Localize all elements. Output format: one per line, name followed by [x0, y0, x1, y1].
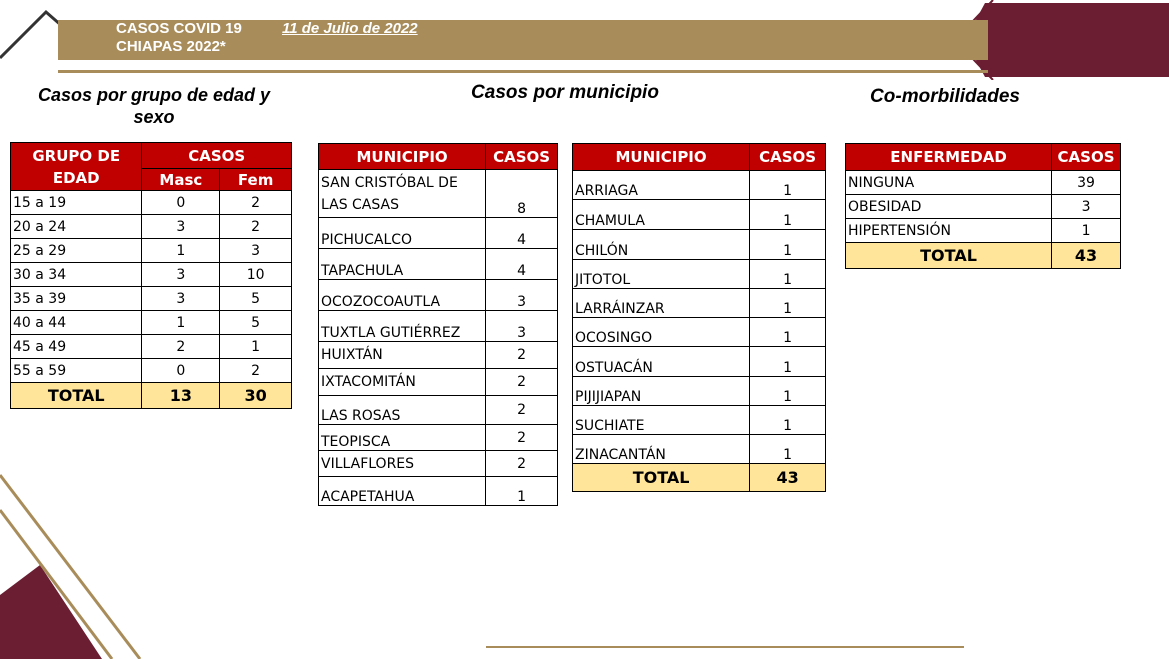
- masc-cell: 1: [142, 311, 220, 335]
- age-group-header: GRUPO DE EDAD: [11, 143, 142, 191]
- table-row: [319, 170, 558, 218]
- age-group-cell: 25 a 29: [11, 239, 142, 263]
- table-row: [11, 215, 292, 239]
- header-underline: [58, 70, 988, 73]
- cases-cell: 1: [750, 200, 826, 230]
- table-row: [11, 239, 292, 263]
- casos-header: CASOS: [750, 144, 826, 171]
- table-row: [11, 191, 292, 215]
- cases-cell: 2: [486, 342, 558, 369]
- age-group-cell: 55 a 59: [11, 359, 142, 383]
- footer-divider: [486, 646, 964, 648]
- masc-header: Masc: [142, 169, 220, 191]
- table-row: [573, 260, 826, 289]
- fem-cell: 1: [220, 335, 292, 359]
- masc-cell: 3: [142, 287, 220, 311]
- municipality-cell: OCOSINGO: [573, 318, 750, 347]
- table-row: [573, 230, 826, 260]
- fem-cell: 2: [220, 359, 292, 383]
- cases-cell: 4: [486, 218, 558, 249]
- age-section-title: Casos por grupo de edad y sexo: [37, 85, 271, 127]
- cases-header: CASOS: [1052, 144, 1121, 171]
- municipality-cell: ARRIAGA: [573, 171, 750, 200]
- table-row: [573, 200, 826, 230]
- table-row: [573, 377, 826, 406]
- municipio-header: MUNICIPIO: [573, 144, 750, 171]
- cases-cell: 3: [486, 280, 558, 311]
- cases-cell: 1: [750, 347, 826, 377]
- comorbidity-table: [845, 143, 1121, 269]
- age-group-cell: 20 a 24: [11, 215, 142, 239]
- total-fem: 30: [220, 383, 292, 409]
- municipality-cell: TUXTLA GUTIÉRREZ: [319, 311, 486, 342]
- fem-cell: 5: [220, 287, 292, 311]
- table-row: [573, 289, 826, 318]
- cases-cell: 1: [750, 435, 826, 464]
- table-row: [319, 342, 558, 369]
- cases-cell: 1: [750, 230, 826, 260]
- table-row: [319, 280, 558, 311]
- cases-cell: 4: [486, 249, 558, 280]
- cases-cell: 1: [750, 406, 826, 435]
- title-line-1: CASOS COVID 19: [116, 20, 242, 37]
- title-line-2: CHIAPAS 2022*: [116, 38, 226, 55]
- total-cases: 43: [750, 464, 826, 492]
- cases-cell: 1: [750, 289, 826, 318]
- fem-header: Fem: [220, 169, 292, 191]
- table-row: [319, 425, 558, 451]
- table-row: [573, 435, 826, 464]
- cases-cell: 1: [486, 477, 558, 506]
- disease-header: ENFERMEDAD: [846, 144, 1052, 171]
- cases-cell: 3: [486, 311, 558, 342]
- table-row: [846, 171, 1121, 195]
- disease-cell: HIPERTENSIÓN: [846, 219, 1052, 243]
- municipality-cell: TAPACHULA: [319, 249, 486, 280]
- municipality-cell: JITOTOL: [573, 260, 750, 289]
- municipality-cell: VILLAFLORES: [319, 451, 486, 477]
- cases-cell: 1: [750, 318, 826, 347]
- age-group-cell: 35 a 39: [11, 287, 142, 311]
- municipality-cell: PIJIJIAPAN: [573, 377, 750, 406]
- age-group-cell: 30 a 34: [11, 263, 142, 287]
- cases-header: CASOS: [142, 143, 292, 169]
- table-row: [846, 219, 1121, 243]
- fem-cell: 10: [220, 263, 292, 287]
- total-masc: 13: [142, 383, 220, 409]
- total-label: TOTAL: [573, 464, 750, 492]
- municipio-header: MUNICIPIO: [319, 144, 486, 170]
- masc-cell: 1: [142, 239, 220, 263]
- table-row: [846, 195, 1121, 219]
- cases-cell: 2: [486, 369, 558, 396]
- cases-cell: 1: [750, 377, 826, 406]
- cases-cell: 1: [1052, 219, 1121, 243]
- table-row: [573, 347, 826, 377]
- municipality-cell: LAS ROSAS: [319, 396, 486, 425]
- municipality-section-title: Casos por municipio: [471, 82, 659, 103]
- municipality-cell: HUIXTÁN: [319, 342, 486, 369]
- age-group-cell: 40 a 44: [11, 311, 142, 335]
- municipality-cell: IXTACOMITÁN: [319, 369, 486, 396]
- municipality-cell: LARRÁINZAR: [573, 289, 750, 318]
- casos-header: CASOS: [486, 144, 558, 170]
- cases-cell: 8: [486, 170, 558, 218]
- fem-cell: 2: [220, 215, 292, 239]
- cases-cell: 1: [750, 171, 826, 200]
- total-cases: 43: [1052, 243, 1121, 269]
- fem-cell: 2: [220, 191, 292, 215]
- table-row: [11, 335, 292, 359]
- disease-cell: NINGUNA: [846, 171, 1052, 195]
- report-date: 11 de Julio de 2022: [282, 20, 418, 37]
- table-row: [319, 311, 558, 342]
- masc-cell: 3: [142, 215, 220, 239]
- municipality-cell: ZINACANTÁN: [573, 435, 750, 464]
- cases-cell: 2: [486, 425, 558, 451]
- total-row: [11, 383, 292, 409]
- table-row: [319, 249, 558, 280]
- fem-cell: 3: [220, 239, 292, 263]
- cases-cell: 1: [750, 260, 826, 289]
- total-label: TOTAL: [11, 383, 142, 409]
- disease-cell: OBESIDAD: [846, 195, 1052, 219]
- cases-cell: 2: [486, 451, 558, 477]
- masc-cell: 2: [142, 335, 220, 359]
- table-row: [11, 263, 292, 287]
- cases-cell: 2: [486, 396, 558, 425]
- municipality-cell: CHAMULA: [573, 200, 750, 230]
- masc-cell: 3: [142, 263, 220, 287]
- table-row: [573, 406, 826, 435]
- age-sex-table: [10, 142, 292, 409]
- age-group-cell: 15 a 19: [11, 191, 142, 215]
- municipality-cell: SUCHIATE: [573, 406, 750, 435]
- comorbidity-section-title: Co-morbilidades: [870, 86, 1020, 107]
- table-row: [573, 171, 826, 200]
- total-label: TOTAL: [846, 243, 1052, 269]
- municipality-cell: TEOPISCA: [319, 425, 486, 451]
- table-row: [11, 359, 292, 383]
- page-title: [116, 20, 242, 56]
- table-row: [319, 218, 558, 249]
- table-row: [319, 396, 558, 425]
- municipality-cell: OSTUACÁN: [573, 347, 750, 377]
- age-group-cell: 45 a 49: [11, 335, 142, 359]
- table-row: [319, 369, 558, 396]
- masc-cell: 0: [142, 359, 220, 383]
- decorative-corner-bottom-left: [0, 470, 150, 659]
- municipality-cell: SAN CRISTÓBAL DE LAS CASAS: [319, 170, 486, 218]
- table-row: [319, 451, 558, 477]
- cases-cell: 3: [1052, 195, 1121, 219]
- municipality-cell: CHILÓN: [573, 230, 750, 260]
- municipality-cell: ACAPETAHUA: [319, 477, 486, 506]
- table-row: [319, 477, 558, 506]
- municipality-table-1: [318, 143, 558, 506]
- municipality-cell: PICHUCALCO: [319, 218, 486, 249]
- municipality-cell: OCOZOCOAUTLA: [319, 280, 486, 311]
- municipality-table-2: [572, 143, 826, 492]
- masc-cell: 0: [142, 191, 220, 215]
- fem-cell: 5: [220, 311, 292, 335]
- table-row: [573, 318, 826, 347]
- total-row: [573, 464, 826, 492]
- table-row: [11, 311, 292, 335]
- table-row: [11, 287, 292, 311]
- cases-cell: 39: [1052, 171, 1121, 195]
- total-row: [846, 243, 1121, 269]
